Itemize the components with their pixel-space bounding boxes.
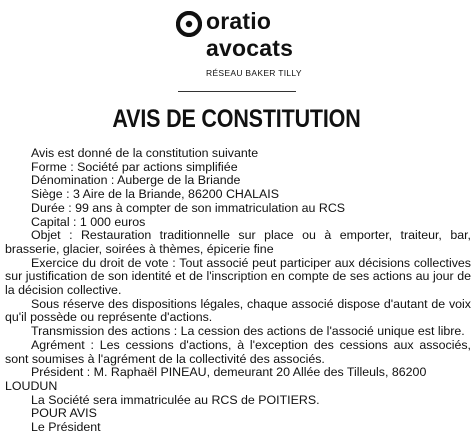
- paragraph: Forme : Société par actions simplifiée: [31, 159, 238, 174]
- oratio-avocats-logo: [176, 8, 316, 84]
- paragraph: Exercice du droit de vote : Tout associé peut participer aux décisions collectives sur justification de son identité et de l'inscription en compte de ses actions au jour de la décision collective.: [5, 255, 471, 298]
- notice-title: AVIS DE CONSTITUTION: [112, 105, 361, 133]
- header-divider: [178, 91, 296, 92]
- paragraph: Objet : Restauration traditionnelle sur place ou à emporter, traiteur, bar, brasserie, glacier, soirées à thèmes, épicerie fine: [5, 228, 471, 256]
- paragraph: Transmission des actions : La cession des actions de l'associé unique est libre.: [31, 324, 465, 339]
- paragraph: Siège : 3 Aire de la Briande, 86200 CHALAIS: [31, 187, 279, 202]
- network-label: RÉSEAU BAKER TILLY: [206, 68, 302, 78]
- paragraph: Sous réserve des dispositions légales, chaque associé dispose d'autant de voix qu'il possède ou représente d'actions.: [5, 296, 471, 325]
- brand-name-2: avocats: [206, 35, 294, 61]
- paragraph: Président : M. Raphaël PINEAU, demeurant 20 Allée des Tilleuls, 86200 LOUDUN: [5, 365, 427, 393]
- paragraph: Agrément : Les cessions d'actions, à l'exception des cessions aux associés, sont soumises à l'agrément de la collectivité des associés.: [5, 337, 471, 366]
- paragraph: Dénomination : Auberge de la Briande: [31, 173, 241, 188]
- paragraph: POUR AVIS: [31, 406, 97, 421]
- o-mark-icon: [176, 11, 202, 37]
- paragraph: La Société sera immatriculée au RCS de POITIERS.: [31, 392, 320, 407]
- notice-body: [5, 147, 471, 435]
- paragraph: Avis est donné de la constitution suivante: [31, 146, 259, 160]
- paragraph: Durée : 99 ans à compter de son immatriculation au RCS: [31, 200, 346, 215]
- paragraph: Le Président: [31, 420, 101, 435]
- brand-name: oratio: [206, 8, 272, 34]
- paragraph: Capital : 1 000 euros: [31, 214, 146, 229]
